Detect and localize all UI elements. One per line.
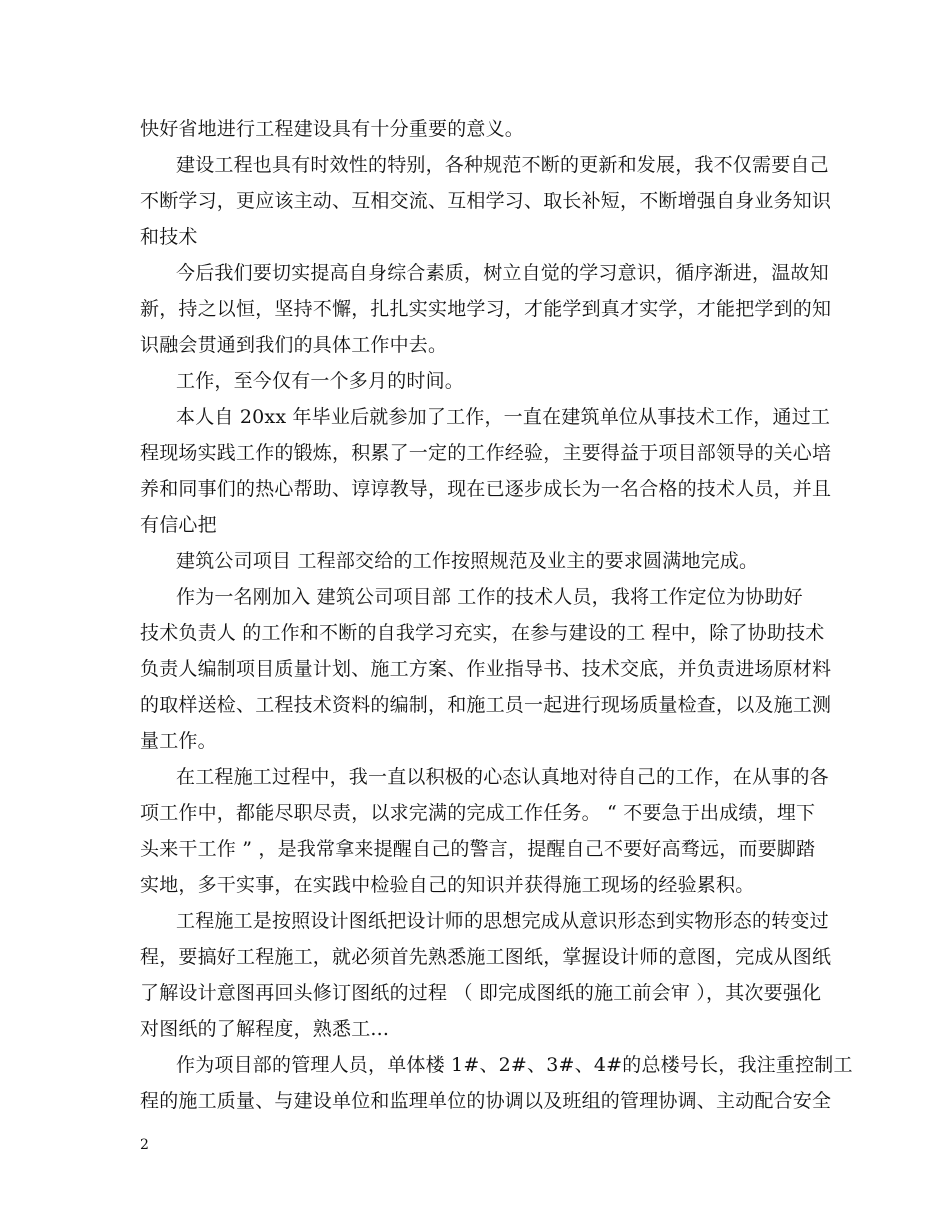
text-line: 程，要搞好工程施工，就必须首先熟悉施工图纸，掌握设计师的意图，完成从图纸 xyxy=(140,946,832,968)
text-line: 建设工程也具有时效性的特别，各种规范不断的更新和发展，我不仅需要自己 xyxy=(176,154,829,176)
text-line: 实地，多干实事，在实践中检验自己的知识并获得施工现场的经验累积。 xyxy=(140,874,755,896)
text-line: 今后我们要切实提高自身综合素质，树立自觉的学习意识，循序渐进，温故知 xyxy=(176,262,829,284)
text-line: 和技术 xyxy=(140,226,198,248)
text-line: 程的施工质量、与建设单位和监理单位的协调以及班组的管理协调、主动配合安全 xyxy=(140,1090,832,1112)
text-line: 新，持之以恒，坚持不懈，扎扎实实地学习，才能学到真才实学，才能把学到的知 xyxy=(140,298,832,320)
text-line: 工程施工是按照设计图纸把设计师的思想完成从意识形态到实物形态的转变过 xyxy=(176,910,829,932)
text-line: 作为一名刚加入 建筑公司项目部 工作的技术人员，我将工作定位为协助好 xyxy=(176,586,803,608)
text-line: 作为项目部的管理人员，单体楼 1#、2#、3#、4#的总楼号长，我注重控制工 xyxy=(176,1054,853,1076)
text-line: 技术负责人 的工作和不断的自我学习充实，在参与建设的工 程中，除了协助技术 xyxy=(140,622,825,644)
text-line: 在工程施工过程中，我一直以积极的心态认真地对待自己的工作，在从事的各 xyxy=(176,766,829,788)
text-line: 快好省地进行工程建设具有十分重要的意义。 xyxy=(140,118,525,140)
text-line: 对图纸的了解程度，熟悉工... xyxy=(140,1018,390,1040)
text-line: 负责人编制项目质量计划、施工方案、作业指导书、技术交底，并负责进场原材料 xyxy=(140,658,832,680)
text-line: 项工作中，都能尽职尽责，以求完满的完成工作任务。 “ 不要急于出成绩，埋下 xyxy=(140,802,816,824)
text-line: 养和同事们的热心帮助、谆谆教导，现在已逐步成长为一名合格的技术人员，并且 xyxy=(140,478,832,500)
text-line: 了解设计意图再回头修订图纸的过程 （ 即完成图纸的施工前会审 ），其次要强化 xyxy=(140,982,822,1004)
text-line: 不断学习，更应该主动、互相交流、互相学习、取长补短，不断增强自身业务知识 xyxy=(140,190,832,212)
text-line: 建筑公司项目 工程部交给的工作按照规范及业主的要求圆满地完成。 xyxy=(176,550,759,572)
text-line: 头来干工作 ” ，是我常拿来提醒自己的警言，提醒自己不要好高骛远，而要脚踏 xyxy=(140,838,816,860)
text-line: 识融会贯通到我们的具体工作中去。 xyxy=(140,334,448,356)
text-line: 量工作。 xyxy=(140,730,217,752)
text-line: 有信心把 xyxy=(140,514,217,536)
text-line: 的取样送检、工程技术资料的编制，和施工员一起进行现场质量检查，以及施工测 xyxy=(140,694,832,716)
text-line: 工作，至今仅有一个多月的时间。 xyxy=(176,370,465,392)
page-number: 2 xyxy=(140,1137,149,1153)
text-line: 本人自 20xx 年毕业后就参加了工作，一直在建筑单位从事技术工作，通过工 xyxy=(176,406,831,428)
text-line: 程现场实践工作的锻炼，积累了一定的工作经验，主要得益于项目部领导的关心培 xyxy=(140,442,832,464)
